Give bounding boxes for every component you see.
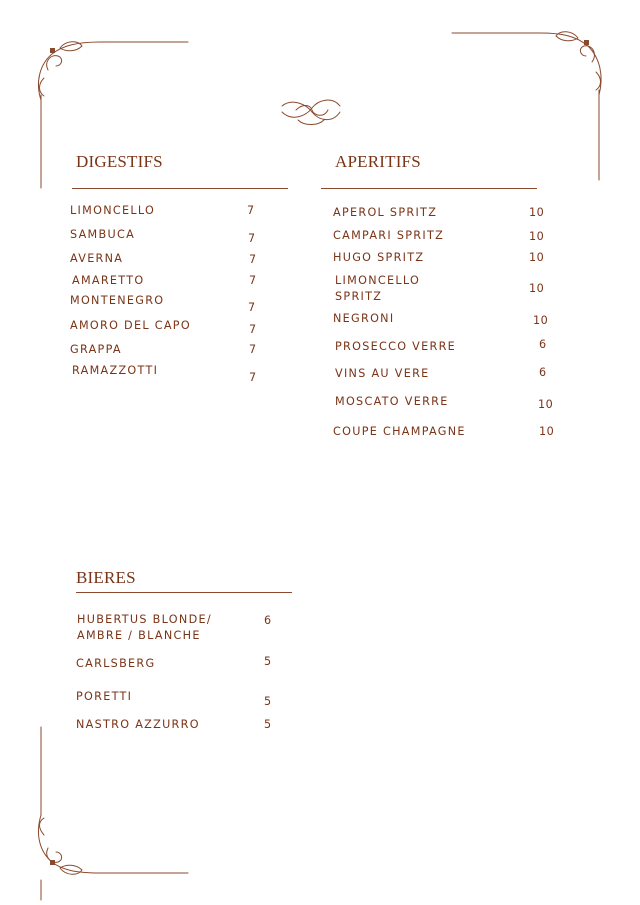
menu-item-name: AVERNA: [70, 252, 124, 265]
menu-item-price: 10: [529, 282, 545, 295]
menu-item-name: NASTRO AZZURRO: [76, 718, 200, 731]
menu-item-name: SAMBUCA: [70, 228, 136, 241]
center-flourish-icon: [282, 100, 340, 124]
menu-item-name: AMORO DEL CAPO: [70, 319, 191, 332]
menu-item-name: AMARETTO: [72, 274, 145, 287]
section-title: DIGESTIFS: [76, 152, 163, 171]
menu-item-price: 10: [529, 230, 545, 243]
menu-item-name: GRAPPA: [70, 343, 122, 356]
corner-flourish-icon: [38, 727, 188, 900]
menu-item-price: 6: [539, 366, 547, 379]
menu-item-name: MOSCATO VERRE: [335, 395, 449, 408]
menu-item-price: 7: [249, 323, 257, 336]
menu-item-price: 10: [538, 398, 554, 411]
menu-item-name: APEROL SPRITZ: [333, 206, 438, 219]
menu-item-price: 6: [264, 614, 272, 627]
menu-item-price: 7: [249, 371, 257, 384]
menu-item-name: LIMONCELLO: [70, 204, 156, 217]
menu-item-name: HUBERTUS BLONDE/ AMBRE / BLANCHE: [77, 613, 212, 642]
section-divider: [76, 592, 292, 593]
menu-item-price: 10: [533, 314, 549, 327]
menu-item-price: 7: [249, 343, 257, 356]
menu-item-name: PROSECCO VERRE: [335, 340, 457, 353]
menu-item-price: 7: [248, 232, 256, 245]
menu-item-name: LIMONCELLO SPRITZ: [335, 274, 421, 303]
corner-flourish-icon: [452, 32, 601, 180]
section-title: APERITIFS: [335, 152, 421, 171]
section-divider: [321, 188, 537, 189]
menu-item-price: 7: [248, 301, 256, 314]
menu-item-name: COUPE CHAMPAGNE: [333, 425, 466, 438]
menu-item-name: VINS AU VERE: [335, 367, 430, 380]
menu-item-name: CAMPARI SPRITZ: [333, 229, 445, 242]
section-divider: [72, 188, 288, 189]
menu-item-price: 5: [264, 718, 272, 731]
menu-item-price: 10: [529, 251, 545, 264]
menu-item-name: RAMAZZOTTI: [72, 364, 159, 377]
menu-item-price: 7: [249, 274, 257, 287]
menu-item-name: MONTENEGRO: [70, 294, 165, 307]
menu-item-price: 7: [247, 204, 255, 217]
menu-item-price: 7: [249, 253, 257, 266]
menu-item-name: NEGRONI: [333, 312, 395, 325]
menu-item-name: HUGO SPRITZ: [333, 251, 425, 264]
menu-item-price: 10: [539, 425, 555, 438]
menu-item-price: 5: [264, 695, 272, 708]
menu-item-price: 5: [264, 655, 272, 668]
menu-item-name: CARLSBERG: [76, 657, 156, 670]
section-title: BIERES: [76, 568, 136, 587]
menu-item-name: PORETTI: [76, 690, 133, 703]
menu-item-price: 6: [539, 338, 547, 351]
menu-item-price: 10: [529, 206, 545, 219]
